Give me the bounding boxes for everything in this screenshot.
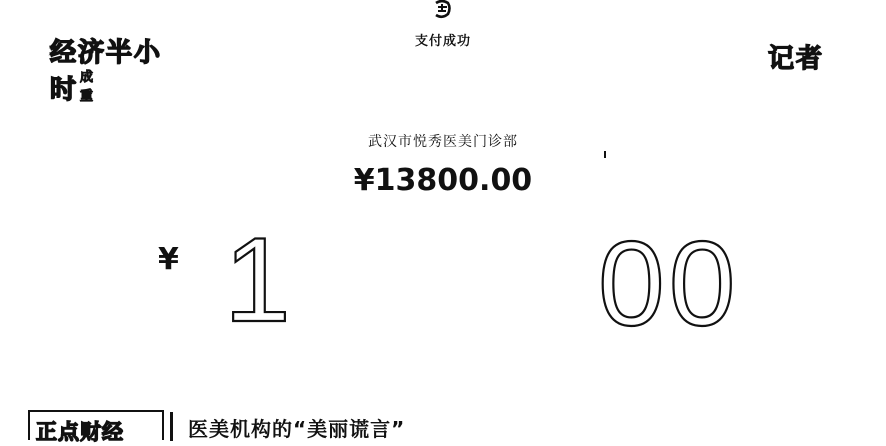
merchant-name: 武汉市悦秀医美门诊部 — [368, 134, 518, 150]
enlarged-amount-decimals: 00 — [598, 217, 740, 351]
caption-divider — [170, 412, 173, 441]
payment-amount: ¥13800.00 — [353, 163, 533, 198]
alipay-icon — [430, 0, 454, 20]
logo-main-text: 经济半小时 — [50, 38, 163, 105]
caption-brand-box — [28, 410, 164, 444]
divider-mark — [604, 151, 606, 158]
enlarged-currency-symbol: ¥ — [158, 242, 179, 277]
reporter-mark: 记者 — [768, 44, 825, 74]
page-title: 支付成功 — [414, 34, 471, 49]
enlarged-amount-digit: 1 — [224, 213, 291, 347]
logo-sub-text: 成 重 — [80, 70, 114, 104]
news-caption-bar — [28, 408, 468, 443]
caption-brand: 正点财经 — [36, 420, 124, 444]
tv-program-logo — [50, 30, 168, 105]
caption-headline: 医美机构的“美丽谎言” — [188, 417, 406, 441]
